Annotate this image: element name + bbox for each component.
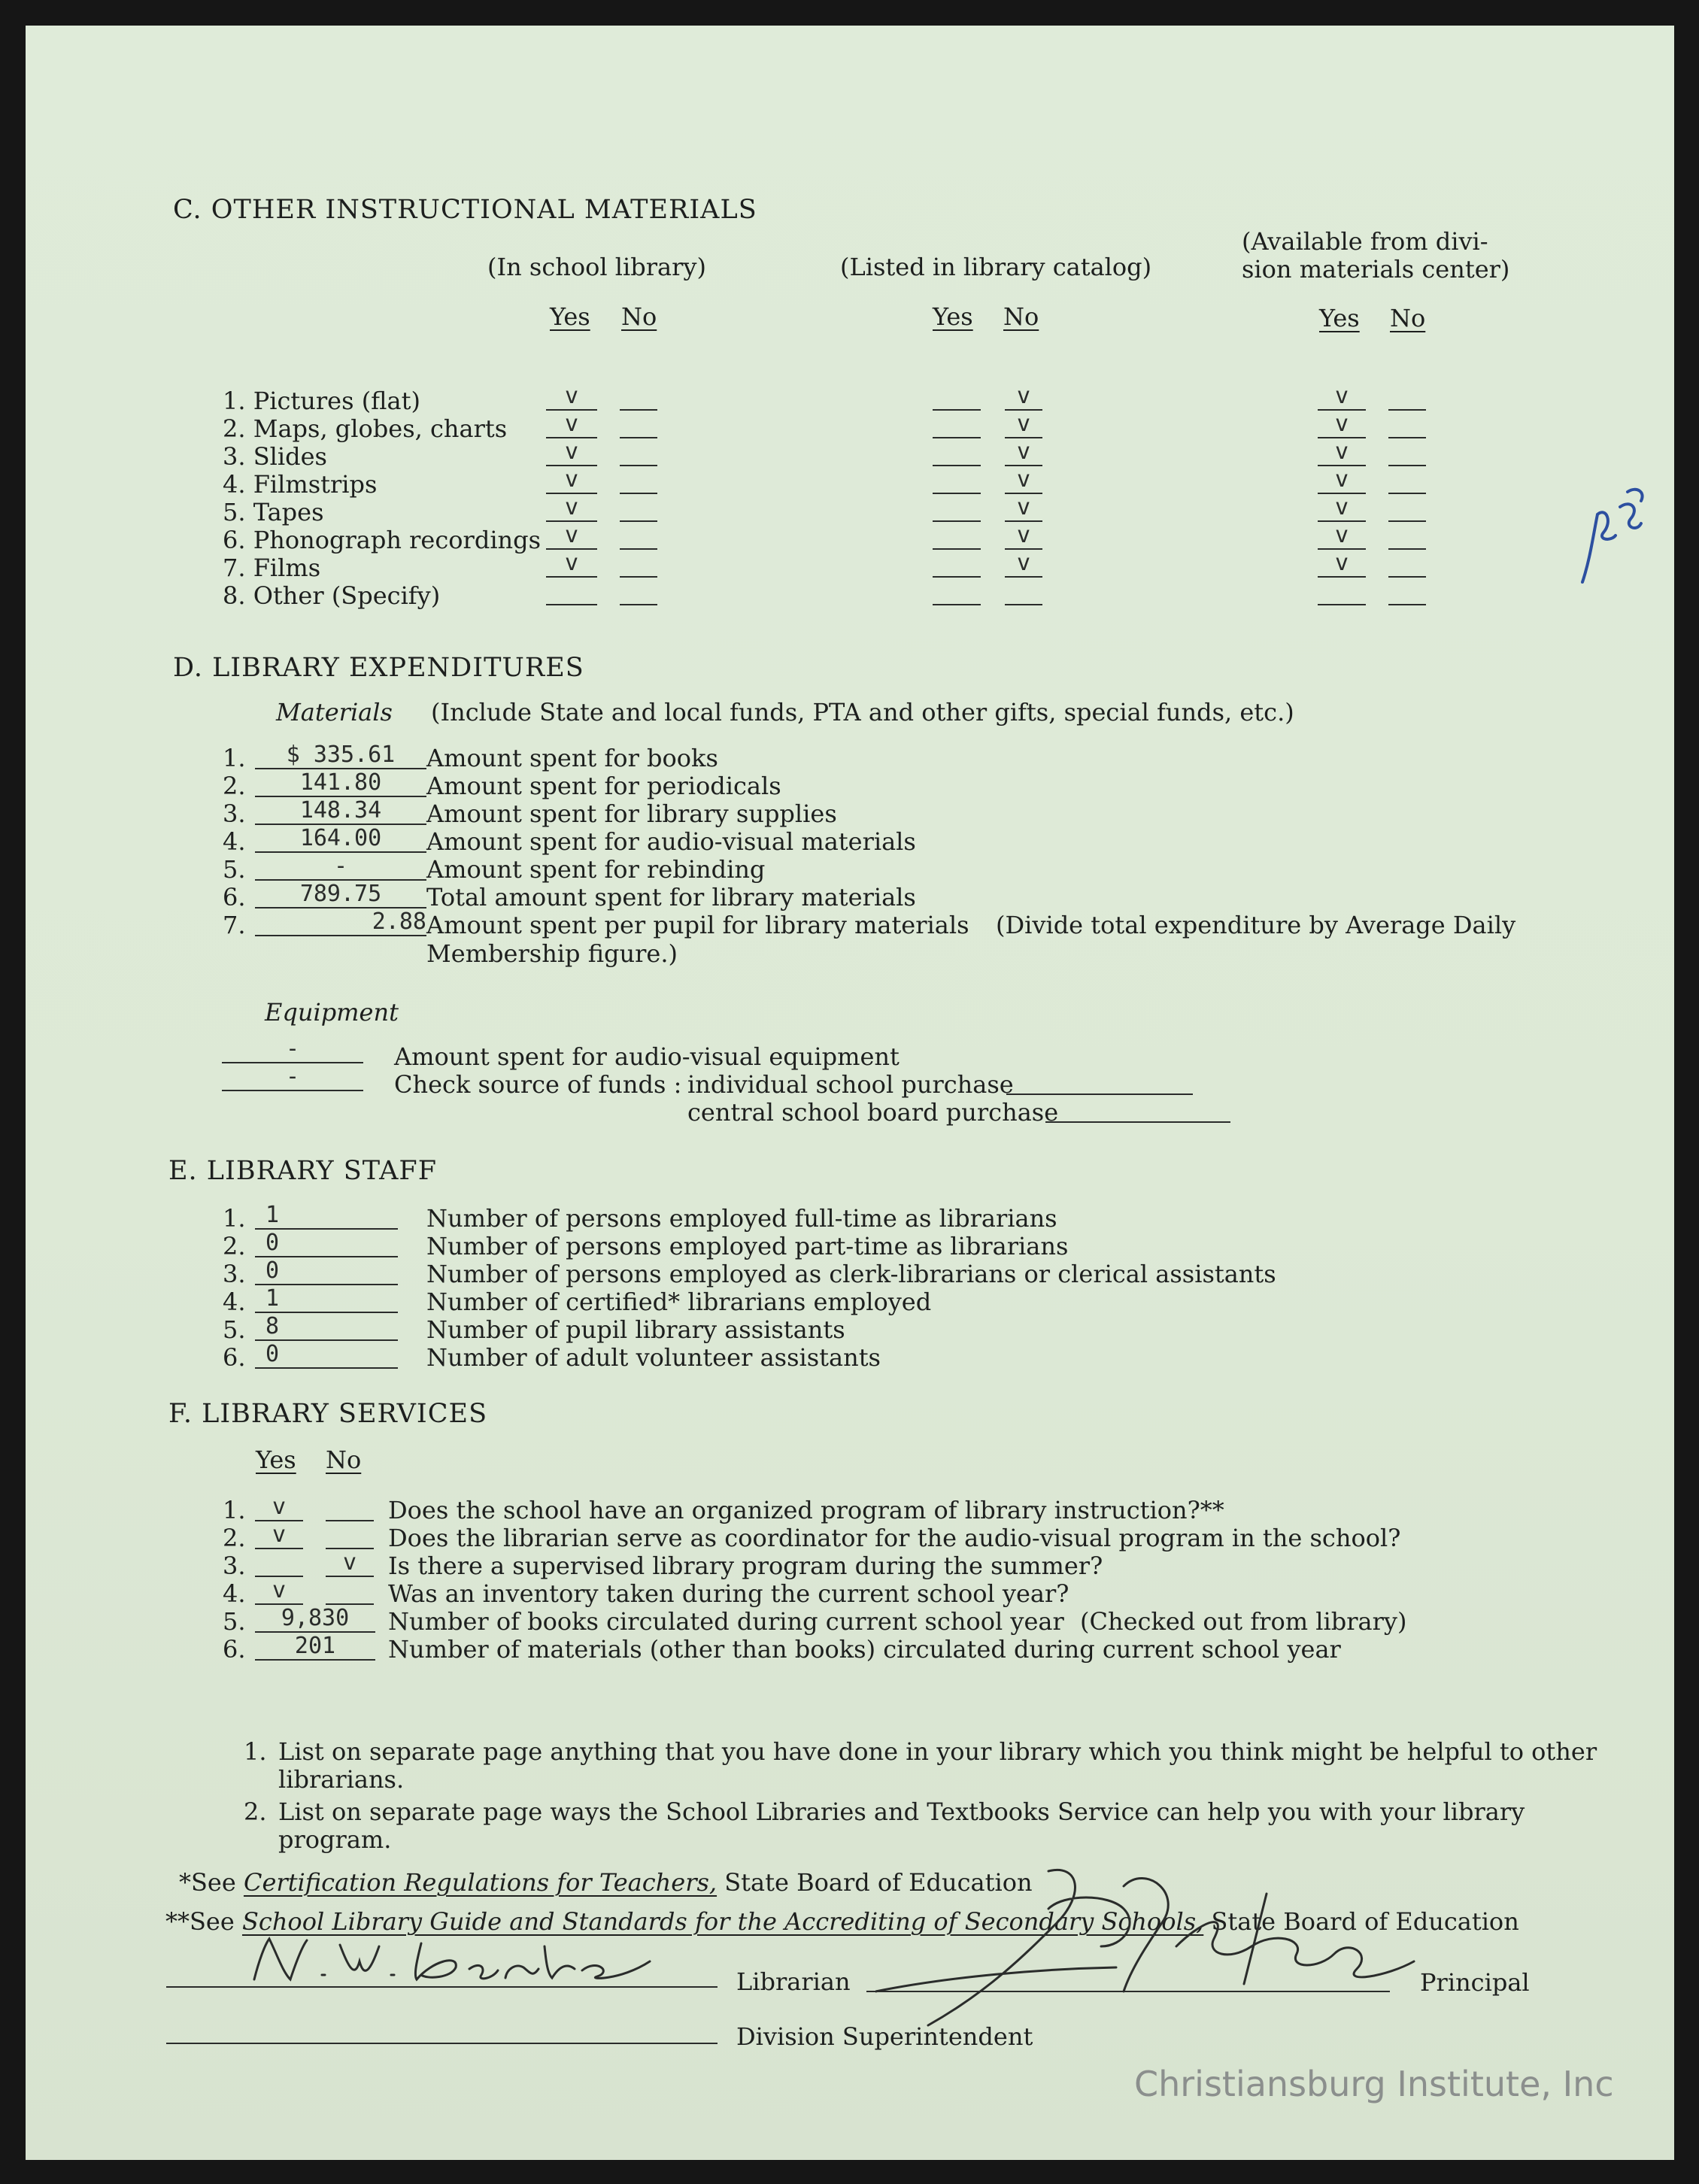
col-yes-3: Yes xyxy=(1319,304,1360,332)
instruction-num: 2. xyxy=(244,1797,267,1826)
staff-count-field: 0 xyxy=(255,1339,398,1369)
section-d-title: D. LIBRARY EXPENDITURES xyxy=(173,653,584,683)
material-check-field xyxy=(1388,438,1426,466)
material-check-field: v xyxy=(546,466,597,494)
service-num: 4. xyxy=(223,1579,246,1608)
service-num: 3. xyxy=(223,1552,246,1580)
material-check-field: v xyxy=(546,382,597,411)
service-no-field xyxy=(326,1519,374,1549)
expenditure-label: Amount spent for books xyxy=(426,744,718,772)
service-no-field xyxy=(326,1575,374,1605)
circulation-label: Number of books circulated during current school year xyxy=(388,1607,1064,1636)
principal-label: Principal xyxy=(1420,1968,1530,1997)
material-check-field: v xyxy=(546,493,597,522)
col-no-2: No xyxy=(1003,302,1039,331)
per-pupil-note: (Divide total expenditure by Average Daily xyxy=(996,911,1516,939)
section-f-title: F. LIBRARY SERVICES xyxy=(168,1399,488,1429)
instruction-num: 1. xyxy=(244,1737,267,1766)
staff-count-field: 8 xyxy=(255,1311,398,1341)
material-check-field xyxy=(620,549,657,578)
service-question: Does the librarian serve as coordinator for the audio-visual program in the school? xyxy=(388,1524,1401,1552)
expenditure-amount-field: 148.34 xyxy=(255,795,426,825)
material-check-field xyxy=(1388,466,1426,494)
material-check-field xyxy=(933,438,981,466)
watermark: Christiansburg Institute, Inc xyxy=(1134,2064,1614,2104)
expenditure-amount-field: - xyxy=(255,851,426,881)
material-check-field xyxy=(546,577,597,605)
group-label-division-line2: sion materials center) xyxy=(1242,255,1510,284)
service-no-field xyxy=(326,1491,374,1521)
funds-source-label: Check source of funds : xyxy=(394,1070,682,1099)
col-yes-1: Yes xyxy=(550,302,590,331)
col-no-1: No xyxy=(621,302,657,331)
staff-num: 4. xyxy=(223,1288,246,1316)
equipment-label: Equipment xyxy=(265,998,399,1027)
material-check-field: v xyxy=(1318,382,1366,411)
material-check-field xyxy=(1388,410,1426,438)
equipment-av-field: - xyxy=(222,1033,363,1063)
expenditure-label: Amount spent for audio-visual materials xyxy=(426,827,916,856)
service-num: 6. xyxy=(223,1635,246,1664)
expenditure-num: 1. xyxy=(223,744,246,772)
material-check-field xyxy=(620,577,657,605)
staff-count-field: 1 xyxy=(255,1283,398,1313)
instruction-text: List on separate page anything that you have done in your library which you think might be helpful to other xyxy=(278,1737,1597,1766)
material-item-label: 3. Slides xyxy=(223,442,327,471)
material-check-field: v xyxy=(1318,410,1366,438)
material-check-field xyxy=(1318,577,1366,605)
group-label-division-line1: (Available from divi- xyxy=(1242,227,1488,256)
instruction-text-cont: program. xyxy=(278,1825,392,1854)
material-check-field xyxy=(1388,493,1426,522)
staff-count-field: 0 xyxy=(255,1227,398,1257)
staff-label: Number of adult volunteer assistants xyxy=(426,1343,881,1372)
expenditure-amount-field: 141.80 xyxy=(255,767,426,797)
staff-label: Number of persons employed as clerk-librarians or clerical assistants xyxy=(426,1260,1276,1288)
services-col-yes: Yes xyxy=(256,1445,296,1474)
staff-num: 3. xyxy=(223,1260,246,1288)
material-check-field xyxy=(1388,382,1426,411)
principal-signature xyxy=(875,1864,1417,2037)
expenditure-num: 5. xyxy=(223,855,246,884)
service-question: Is there a supervised library program during the summer? xyxy=(388,1552,1103,1580)
group-label-school-library: (In school library) xyxy=(487,253,706,281)
material-check-field: v xyxy=(1318,521,1366,550)
material-check-field xyxy=(1388,577,1426,605)
service-yes-field: v xyxy=(255,1575,303,1605)
funds-central-line xyxy=(1045,1121,1230,1123)
funds-individual-label: individual school purchase xyxy=(687,1070,1014,1099)
material-item-label: 8. Other (Specify) xyxy=(223,581,441,610)
group-label-library-catalog: (Listed in library catalog) xyxy=(840,253,1152,281)
footnote-1: *See Certification Regulations for Teachers, State Board of Education xyxy=(179,1868,1033,1897)
service-num: 1. xyxy=(223,1496,246,1524)
material-check-field xyxy=(933,521,981,550)
funds-individual-line xyxy=(1006,1094,1193,1095)
material-check-field: v xyxy=(546,521,597,550)
col-no-3: No xyxy=(1390,304,1426,332)
material-check-field: v xyxy=(1005,549,1042,578)
service-no-field: v xyxy=(326,1547,374,1577)
material-check-field xyxy=(933,410,981,438)
material-check-field: v xyxy=(1005,521,1042,550)
material-check-field xyxy=(1388,549,1426,578)
circulation-note: (Checked out from library) xyxy=(1080,1607,1407,1636)
circulation-count-field: 9,830 xyxy=(255,1603,375,1633)
expenditure-label: Amount spent for periodicals xyxy=(426,772,781,800)
material-check-field: v xyxy=(1318,493,1366,522)
material-check-field: v xyxy=(1005,410,1042,438)
expenditure-label: Amount spent for library supplies xyxy=(426,799,837,828)
material-item-label: 5. Tapes xyxy=(223,498,324,526)
circulation-count-field: 201 xyxy=(255,1630,375,1661)
section-e-title: E. LIBRARY STAFF xyxy=(168,1156,437,1186)
service-num: 5. xyxy=(223,1607,246,1636)
material-check-field xyxy=(620,382,657,411)
instruction-text: List on separate page ways the School Libraries and Textbooks Service can help you with your library xyxy=(278,1797,1525,1826)
material-check-field: v xyxy=(1005,493,1042,522)
material-check-field: v xyxy=(1005,466,1042,494)
expenditure-amount-field: $ 335.61 xyxy=(255,739,426,769)
staff-label: Number of persons employed full-time as librarians xyxy=(426,1204,1057,1233)
librarian-label: Librarian xyxy=(736,1967,851,1996)
staff-num: 5. xyxy=(223,1315,246,1344)
staff-label: Number of persons employed part-time as librarians xyxy=(426,1232,1069,1260)
material-item-label: 4. Filmstrips xyxy=(223,470,378,499)
material-check-field xyxy=(620,410,657,438)
staff-label: Number of certified* librarians employed xyxy=(426,1288,932,1316)
staff-num: 2. xyxy=(223,1232,246,1260)
material-check-field xyxy=(933,493,981,522)
per-pupil-note-2: Membership figure.) xyxy=(426,939,678,968)
expenditure-num: 7. xyxy=(223,911,246,939)
material-check-field: v xyxy=(1318,438,1366,466)
footnote-2: **See School Library Guide and Standards for the Accrediting of Secondary Schools, State Board of Education xyxy=(165,1907,1519,1936)
material-check-field: v xyxy=(546,438,597,466)
service-yes-field: v xyxy=(255,1519,303,1549)
librarian-signature xyxy=(244,1931,665,1991)
material-item-label: 1. Pictures (flat) xyxy=(223,387,420,415)
service-question: Does the school have an organized program of library instruction?** xyxy=(388,1496,1224,1524)
material-check-field: v xyxy=(1318,549,1366,578)
materials-label: Materials xyxy=(276,698,393,726)
material-check-field xyxy=(620,466,657,494)
equipment-av-label: Amount spent for audio-visual equipment xyxy=(394,1042,900,1071)
service-question: Was an inventory taken during the current school year? xyxy=(388,1579,1069,1608)
material-item-label: 7. Films xyxy=(223,554,321,582)
material-check-field xyxy=(620,438,657,466)
material-check-field xyxy=(933,466,981,494)
staff-num: 6. xyxy=(223,1343,246,1372)
material-check-field: v xyxy=(546,410,597,438)
services-col-no: No xyxy=(326,1445,362,1474)
material-item-label: 2. Maps, globes, charts xyxy=(223,414,508,443)
expenditure-label: Total amount spent for library materials xyxy=(426,883,916,912)
circulation-label: Number of materials (other than books) circulated during current school year xyxy=(388,1635,1341,1664)
document-page xyxy=(26,26,1674,2160)
expenditure-label: Amount spent for rebinding xyxy=(426,855,766,884)
material-item-label: 6. Phonograph recordings xyxy=(223,526,542,554)
instruction-text-cont: librarians. xyxy=(278,1765,405,1794)
col-yes-2: Yes xyxy=(933,302,973,331)
material-check-field xyxy=(1388,521,1426,550)
material-check-field xyxy=(620,521,657,550)
staff-count-field: 1 xyxy=(255,1200,398,1230)
staff-label: Number of pupil library assistants xyxy=(426,1315,845,1344)
material-check-field: v xyxy=(1318,466,1366,494)
expenditure-num: 3. xyxy=(223,799,246,828)
section-c-title: C. OTHER INSTRUCTIONAL MATERIALS xyxy=(173,195,757,225)
service-num: 2. xyxy=(223,1524,246,1552)
superintendent-signature-line xyxy=(166,2043,718,2044)
expenditure-num: 2. xyxy=(223,772,246,800)
materials-note: (Include State and local funds, PTA and other gifts, special funds, etc.) xyxy=(431,698,1294,726)
service-yes-field xyxy=(255,1547,303,1577)
expenditure-label: Amount spent per pupil for library materials xyxy=(426,911,969,939)
funds-central-label: central school board purchase xyxy=(687,1098,1059,1127)
material-check-field xyxy=(933,549,981,578)
expenditure-amount-field: 2.88 xyxy=(255,906,426,936)
material-check-field xyxy=(620,493,657,522)
staff-count-field: 0 xyxy=(255,1255,398,1285)
margin-handwritten-note xyxy=(1567,469,1650,605)
material-check-field xyxy=(933,382,981,411)
expenditure-amount-field: 789.75 xyxy=(255,878,426,908)
service-yes-field: v xyxy=(255,1491,303,1521)
funds-source-field: - xyxy=(222,1061,363,1091)
staff-num: 1. xyxy=(223,1204,246,1233)
material-check-field: v xyxy=(546,549,597,578)
expenditure-num: 4. xyxy=(223,827,246,856)
expenditure-num: 6. xyxy=(223,883,246,912)
material-check-field: v xyxy=(1005,382,1042,411)
material-check-field xyxy=(1005,577,1042,605)
expenditure-amount-field: 164.00 xyxy=(255,823,426,853)
superintendent-label: Division Superintendent xyxy=(736,2022,1033,2051)
material-check-field: v xyxy=(1005,438,1042,466)
material-check-field xyxy=(933,577,981,605)
